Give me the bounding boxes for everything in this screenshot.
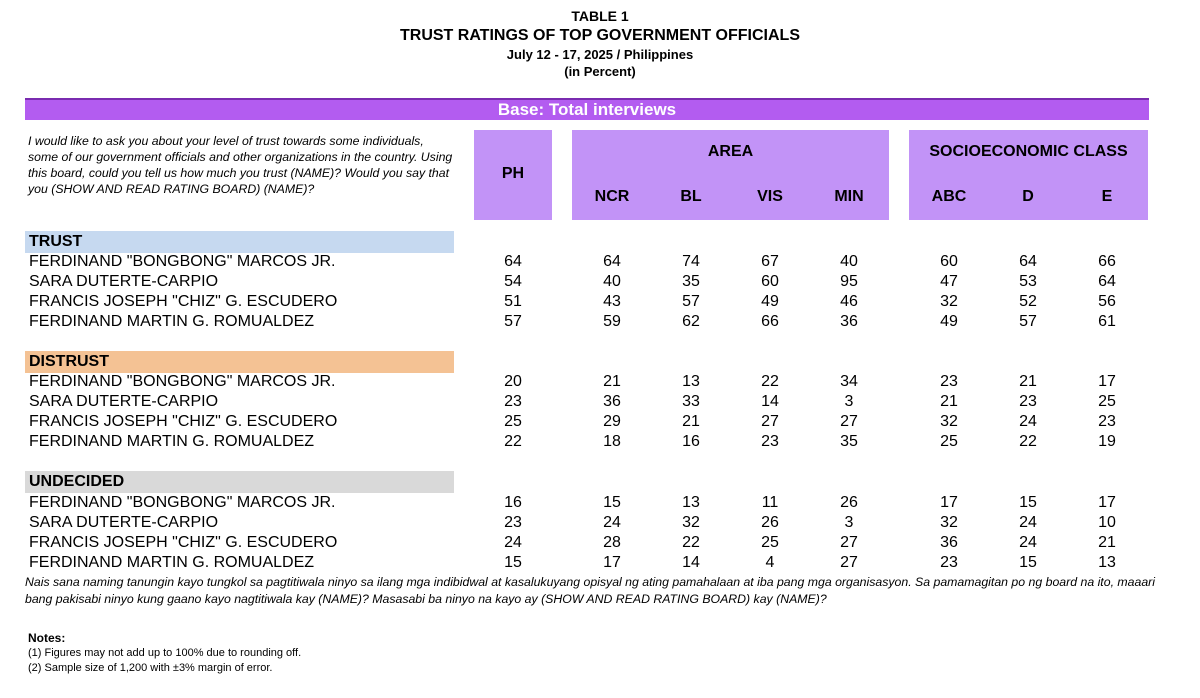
cell-e: 25 bbox=[1098, 393, 1116, 410]
cell-min: 35 bbox=[840, 433, 858, 450]
table-row bbox=[25, 412, 1185, 432]
table-row bbox=[25, 432, 1185, 452]
cell-abc: 17 bbox=[940, 494, 958, 511]
official-name: FERDINAND MARTIN G. ROMUALDEZ bbox=[29, 313, 315, 330]
cell-abc: 23 bbox=[940, 554, 958, 571]
cell-abc: 60 bbox=[940, 253, 958, 270]
table-row bbox=[25, 392, 1185, 412]
cell-bl: 57 bbox=[682, 293, 700, 310]
cell-vis: 60 bbox=[761, 273, 779, 290]
section-trust: TRUST bbox=[25, 231, 454, 253]
cell-d: 22 bbox=[1019, 433, 1037, 450]
area-group-header: AREA bbox=[707, 143, 754, 160]
col-min: MIN bbox=[834, 188, 864, 205]
cell-min: 95 bbox=[840, 273, 858, 290]
cell-ncr: 29 bbox=[603, 413, 621, 430]
notes-title: Notes: bbox=[28, 631, 66, 645]
col-vis: VIS bbox=[757, 188, 783, 205]
table-row bbox=[25, 513, 1185, 533]
col-ncr: NCR bbox=[594, 188, 630, 205]
cell-min: 40 bbox=[840, 253, 858, 270]
cell-e: 13 bbox=[1098, 554, 1116, 571]
cell-ncr: 24 bbox=[603, 514, 621, 531]
cell-d: 24 bbox=[1019, 514, 1037, 531]
official-name: FERDINAND "BONGBONG" MARCOS JR. bbox=[29, 494, 336, 511]
section-undecided: UNDECIDED bbox=[25, 471, 454, 493]
cell-ncr: 43 bbox=[603, 293, 621, 310]
table-row bbox=[25, 372, 1185, 392]
official-name: FERDINAND "BONGBONG" MARCOS JR. bbox=[29, 373, 336, 390]
cell-abc: 49 bbox=[940, 313, 958, 330]
cell-min: 27 bbox=[840, 413, 858, 430]
note-1: (1) Figures may not add up to 100% due to rounding off. bbox=[28, 647, 302, 659]
table-title: TRUST RATINGS OF TOP GOVERNMENT OFFICIALS bbox=[399, 27, 800, 44]
table-row bbox=[25, 312, 1185, 332]
cell-d: 52 bbox=[1019, 293, 1037, 310]
cell-d: 23 bbox=[1019, 393, 1037, 410]
question-text: I would like to ask you about your level of trust towards some individuals, some of our government officials and other organizations in the country. Using this board, could you tell us how much you trust (NAME)? Would you say that you (SHOW AND READ RATING BOARD) (NAME)? bbox=[28, 134, 453, 196]
official-name: FRANCIS JOSEPH "CHIZ" G. ESCUDERO bbox=[29, 534, 338, 551]
official-name: SARA DUTERTE-CARPIO bbox=[29, 514, 219, 531]
cell-e: 66 bbox=[1098, 253, 1116, 270]
cell-bl: 33 bbox=[682, 393, 700, 410]
cell-vis: 27 bbox=[761, 413, 779, 430]
table-row bbox=[25, 533, 1185, 553]
cell-vis: 11 bbox=[761, 494, 779, 511]
cell-bl: 13 bbox=[682, 373, 700, 390]
cell-bl: 22 bbox=[682, 534, 700, 551]
cell-e: 10 bbox=[1098, 514, 1116, 531]
cell-min: 3 bbox=[844, 514, 854, 531]
tagalog-question: Nais sana naming tanungin kayo tungkol sa pagtitiwala ninyo sa ilang mga indibidwal at kasalukuyang opisyal ng ating pamahalaan at iba pang mga organisasyon. Sa pamamagitan po ng board na ito, maaari bang pakisabi ninyo kung gaano kayo nagtitiwala kay (NAME)? Masasabi ba ninyo na kayo ay (SHOW AND READ RATING BOARD) kay (NAME)? bbox=[25, 575, 1155, 606]
cell-bl: 13 bbox=[682, 494, 700, 511]
cell-bl: 21 bbox=[682, 413, 700, 430]
cell-e: 21 bbox=[1098, 534, 1116, 551]
cell-ncr: 18 bbox=[603, 433, 621, 450]
cell-ncr: 17 bbox=[603, 554, 621, 571]
cell-d: 15 bbox=[1019, 494, 1037, 511]
cell-abc: 32 bbox=[940, 413, 958, 430]
cell-bl: 14 bbox=[682, 554, 700, 571]
cell-bl: 62 bbox=[682, 313, 700, 330]
cell-e: 64 bbox=[1098, 273, 1116, 290]
cell-ph: 23 bbox=[504, 393, 522, 410]
cell-ph: 51 bbox=[504, 293, 522, 310]
cell-ncr: 40 bbox=[603, 273, 621, 290]
ph-header: PH bbox=[501, 165, 525, 182]
cell-min: 27 bbox=[840, 534, 858, 551]
cell-abc: 47 bbox=[940, 273, 958, 290]
cell-ncr: 21 bbox=[603, 373, 621, 390]
cell-vis: 67 bbox=[761, 253, 779, 270]
cell-vis: 26 bbox=[761, 514, 779, 531]
cell-vis: 49 bbox=[761, 293, 779, 310]
cell-d: 24 bbox=[1019, 413, 1037, 430]
table-row bbox=[25, 553, 1185, 573]
ses-group-header: SOCIOECONOMIC CLASS bbox=[929, 143, 1128, 160]
cell-e: 56 bbox=[1098, 293, 1116, 310]
cell-bl: 35 bbox=[682, 273, 700, 290]
cell-d: 15 bbox=[1019, 554, 1037, 571]
table-number: TABLE 1 bbox=[571, 8, 629, 24]
cell-ncr: 64 bbox=[603, 253, 621, 270]
cell-e: 19 bbox=[1098, 433, 1116, 450]
cell-ncr: 59 bbox=[603, 313, 621, 330]
official-name: SARA DUTERTE-CARPIO bbox=[29, 273, 219, 290]
cell-e: 23 bbox=[1098, 413, 1116, 430]
section-distrust: DISTRUST bbox=[25, 351, 454, 373]
cell-vis: 22 bbox=[761, 373, 779, 390]
table-row bbox=[25, 252, 1185, 272]
cell-ncr: 36 bbox=[603, 393, 621, 410]
col-e: E bbox=[1101, 188, 1113, 205]
cell-min: 46 bbox=[840, 293, 858, 310]
cell-abc: 32 bbox=[940, 293, 958, 310]
cell-abc: 25 bbox=[940, 433, 958, 450]
cell-d: 21 bbox=[1019, 373, 1037, 390]
cell-e: 17 bbox=[1098, 494, 1116, 511]
cell-min: 34 bbox=[840, 373, 858, 390]
cell-ph: 25 bbox=[504, 413, 522, 430]
cell-ph: 16 bbox=[504, 494, 522, 511]
table-row bbox=[25, 272, 1185, 292]
official-name: FRANCIS JOSEPH "CHIZ" G. ESCUDERO bbox=[29, 293, 338, 310]
cell-e: 61 bbox=[1098, 313, 1116, 330]
cell-d: 24 bbox=[1019, 534, 1037, 551]
cell-ph: 57 bbox=[504, 313, 522, 330]
cell-abc: 21 bbox=[940, 393, 958, 410]
cell-d: 57 bbox=[1019, 313, 1037, 330]
cell-bl: 16 bbox=[682, 433, 700, 450]
official-name: FERDINAND "BONGBONG" MARCOS JR. bbox=[29, 253, 336, 270]
official-name: FERDINAND MARTIN G. ROMUALDEZ bbox=[29, 433, 315, 450]
cell-ph: 15 bbox=[504, 554, 522, 571]
cell-ph: 64 bbox=[504, 253, 522, 270]
cell-abc: 36 bbox=[940, 534, 958, 551]
col-abc: ABC bbox=[931, 188, 967, 205]
note-2: (2) Sample size of 1,200 with ±3% margin of error. bbox=[28, 662, 273, 674]
cell-ncr: 28 bbox=[603, 534, 621, 551]
cell-ph: 23 bbox=[504, 514, 522, 531]
cell-ph: 20 bbox=[504, 373, 522, 390]
cell-vis: 23 bbox=[761, 433, 779, 450]
cell-d: 64 bbox=[1019, 253, 1037, 270]
cell-vis: 4 bbox=[765, 554, 775, 571]
cell-min: 26 bbox=[840, 494, 858, 511]
official-name: FERDINAND MARTIN G. ROMUALDEZ bbox=[29, 554, 315, 571]
cell-bl: 32 bbox=[682, 514, 700, 531]
unit-label: (in Percent) bbox=[564, 64, 636, 79]
cell-min: 27 bbox=[840, 554, 858, 571]
cell-vis: 25 bbox=[761, 534, 779, 551]
cell-min: 3 bbox=[844, 393, 854, 410]
cell-ph: 24 bbox=[504, 534, 522, 551]
cell-ncr: 15 bbox=[603, 494, 621, 511]
official-name: FRANCIS JOSEPH "CHIZ" G. ESCUDERO bbox=[29, 413, 338, 430]
base-bar: Base: Total interviews bbox=[25, 98, 1149, 120]
cell-e: 17 bbox=[1098, 373, 1116, 390]
cell-min: 36 bbox=[840, 313, 858, 330]
cell-d: 53 bbox=[1019, 273, 1037, 290]
date-location: July 12 - 17, 2025 / Philippines bbox=[506, 47, 694, 62]
cell-ph: 54 bbox=[504, 273, 522, 290]
col-bl: BL bbox=[680, 188, 702, 205]
cell-vis: 66 bbox=[761, 313, 779, 330]
cell-bl: 74 bbox=[682, 253, 700, 270]
col-d: D bbox=[1022, 188, 1034, 205]
official-name: SARA DUTERTE-CARPIO bbox=[29, 393, 219, 410]
cell-vis: 14 bbox=[761, 393, 779, 410]
cell-abc: 23 bbox=[940, 373, 958, 390]
table-row bbox=[25, 493, 1185, 513]
cell-abc: 32 bbox=[940, 514, 958, 531]
table-row bbox=[25, 292, 1185, 312]
cell-ph: 22 bbox=[504, 433, 522, 450]
